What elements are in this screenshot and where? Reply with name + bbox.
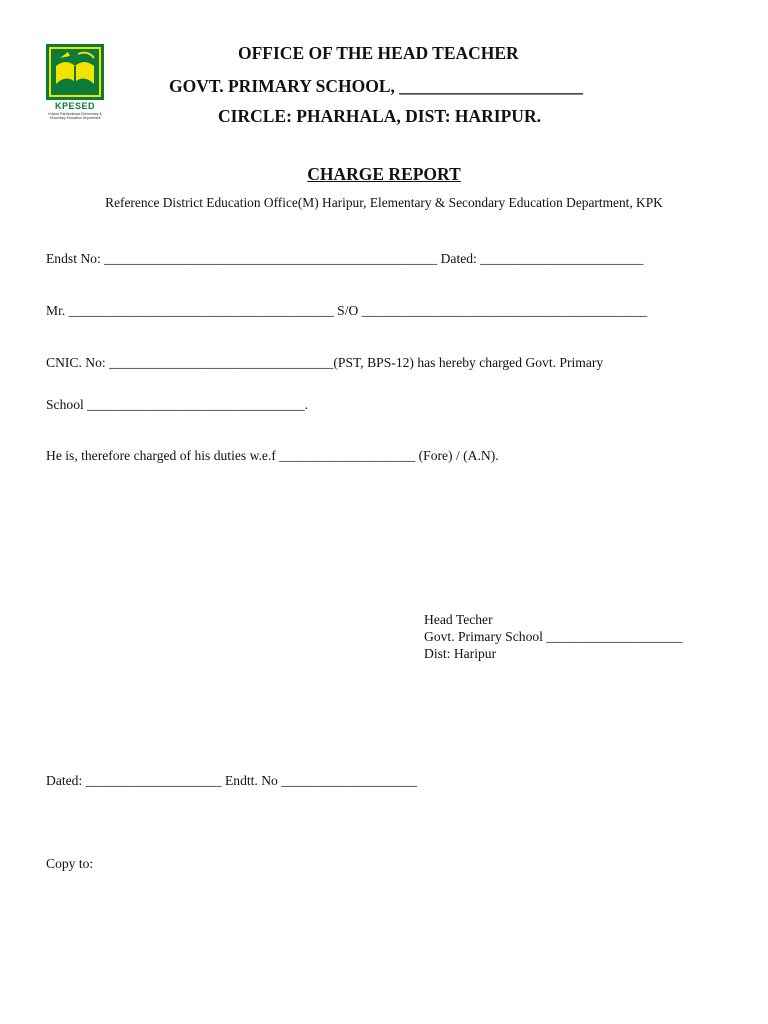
kpesed-logo [46, 44, 104, 126]
reference-line: Reference District Education Office(M) Haripur, Elementary & Secondary Education Department, KPK [105, 195, 663, 210]
school-line: School ________________________________. [46, 397, 309, 412]
footer-dated-line: Dated: ____________________ Endtt. No ____________________ [46, 773, 418, 788]
logo-caption: Khyber Pakhtunkhwa Elementary & Secondary Education Department [48, 112, 102, 120]
signature-school: Govt. Primary School ____________________ [424, 629, 683, 644]
signature-title: Head Techer [424, 612, 493, 627]
copy-to-label: Copy to: [46, 856, 94, 871]
endst-line: Endst No: _________________________________________________ Dated: ________________________ [46, 251, 644, 266]
circle-heading: CIRCLE: PHARHALA, DIST: HARIPUR. [218, 106, 541, 126]
duties-line: He is, therefore charged of his duties w.e.f ____________________ (Fore) / (A.N). [46, 448, 499, 463]
office-heading: OFFICE OF THE HEAD TEACHER [238, 43, 519, 63]
signature-district: Dist: Haripur [424, 646, 497, 661]
mr-line: Mr. _______________________________________ S/O __________________________________________ [46, 303, 648, 318]
school-heading: GOVT. PRIMARY SCHOOL, _____________________ [169, 76, 584, 96]
report-title: CHARGE REPORT [307, 164, 461, 184]
cnic-line: CNIC. No: _________________________________(PST, BPS-12) has hereby charged Govt. Primary [46, 355, 604, 370]
logo-label: KPESED [54, 101, 95, 111]
